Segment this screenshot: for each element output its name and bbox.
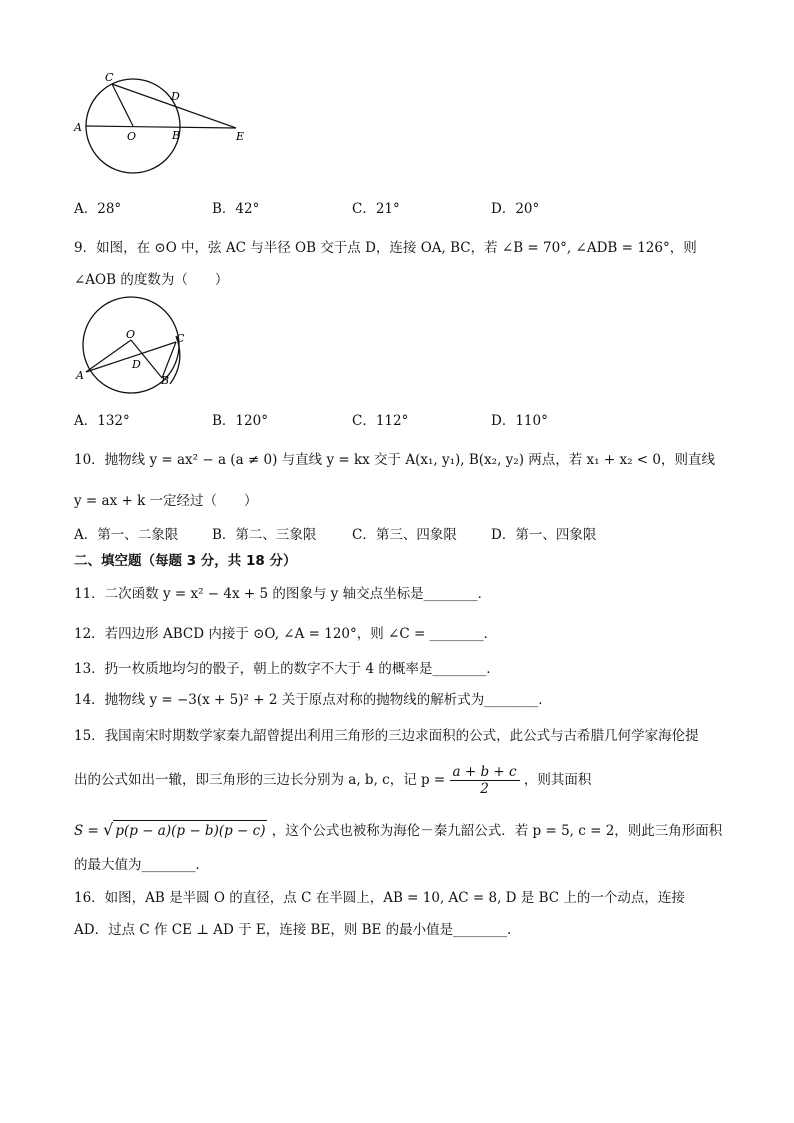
q8-option-a: A．28° <box>74 201 122 217</box>
q8-option-d: D．20° <box>491 201 540 217</box>
q13: 13．扔一枚质地均匀的骰子，朝上的数字不大于 4 的概率是________． <box>74 661 500 677</box>
label-o: O <box>127 130 137 143</box>
q9-option-d: D．110° <box>491 413 548 429</box>
q9-option-c: C．112° <box>352 413 409 429</box>
label-c: C <box>176 332 185 345</box>
label-d: D <box>171 90 180 103</box>
label-c: C <box>105 71 114 84</box>
q10-option-c: C．第三、四象限 <box>352 527 457 543</box>
label-a: A <box>76 369 84 382</box>
line-ae <box>86 126 236 128</box>
q12: 12．若四边形 ABCD 内接于 ⊙O, ∠A = 120°，则 ∠C = ________． <box>74 626 498 642</box>
q10-line1: 10．抛物线 y = ax² − a (a ≠ 0) 与直线 y = kx 交于 A(x₁, y₁), B(x₂, y₂) 两点，若 x₁ + x₂ < 0，则直线 <box>74 452 715 468</box>
q15-line2-tail: ，则其面积 <box>523 772 592 788</box>
q10-option-a: A．第一、二象限 <box>74 527 179 543</box>
q10-line2: y = ax + k 一定经过（ ） <box>74 493 258 509</box>
q11: 11．二次函数 y = x² − 4x + 5 的图象与 y 轴交点坐标是________． <box>74 586 492 602</box>
q10-option-d: D．第一、四象限 <box>491 527 597 543</box>
q15-line3-lead: S = <box>74 823 99 839</box>
q8-option-c: C．21° <box>352 201 400 217</box>
q16-line1: 16．如图，AB 是半圆 O 的直径，点 C 在半圆上，AB = 10, AC = 8, D 是 BC 上的一个动点，连接 <box>74 890 685 906</box>
q15-line4: 的最大值为________． <box>74 857 209 873</box>
q14: 14．抛物线 y = −3(x + 5)² + 2 关于原点对称的抛物线的解析式为________． <box>74 692 552 708</box>
q9-option-b: B．120° <box>212 413 268 429</box>
sqrt-icon: √ <box>103 820 114 839</box>
label-o: O <box>126 328 136 341</box>
q15-line3-tail: ，这个公式也被称为海伦－秦九韶公式．若 p = 5, c = 2，则此三角形面积 <box>271 823 723 839</box>
q15-line2-text: 出的公式如出一辙，即三角形的三边长分别为 a, b, c，记 p = <box>74 772 446 788</box>
q15-fraction-denominator: 2 <box>480 781 489 797</box>
line-ac <box>86 342 176 372</box>
figure-q9 <box>72 292 190 398</box>
q15-fraction <box>450 764 520 797</box>
q8-option-b: B．42° <box>212 201 260 217</box>
label-d: D <box>132 358 141 371</box>
line-oa <box>86 340 131 372</box>
q15-fraction-numerator: a + b + c <box>450 764 520 781</box>
figure-q8 <box>70 68 260 176</box>
label-b: B <box>172 129 181 142</box>
q10-option-b: B．第二、三象限 <box>212 527 317 543</box>
q15-line1: 15．我国南宋时期数学家秦九韶曾提出利用三角形的三边求面积的公式，此公式与古希腊几何学家海伦提 <box>74 728 699 744</box>
label-e: E <box>236 130 245 143</box>
q15-sqrt-body: p(p − a)(p − b)(p − c) <box>113 820 267 841</box>
q16-line2: AD．过点 C 作 CE ⊥ AD 于 E，连接 BE，则 BE 的最小值是________． <box>74 922 521 938</box>
label-a: A <box>74 121 82 134</box>
q15-line2 <box>74 760 591 800</box>
q15-line3 <box>74 820 722 841</box>
line-bc <box>162 342 176 378</box>
label-b: B <box>161 374 170 387</box>
q9-line2: ∠AOB 的度数为（ ） <box>74 272 229 288</box>
section-title-fill-in: 二、填空题（每题 3 分，共 18 分） <box>74 553 297 569</box>
q9-option-a: A．132° <box>74 413 130 429</box>
q9-line1: 9．如图，在 ⊙O 中，弦 AC 与半径 OB 交于点 D，连接 OA, BC，若 ∠B = 70°, ∠ADB = 126°，则 <box>74 240 697 256</box>
